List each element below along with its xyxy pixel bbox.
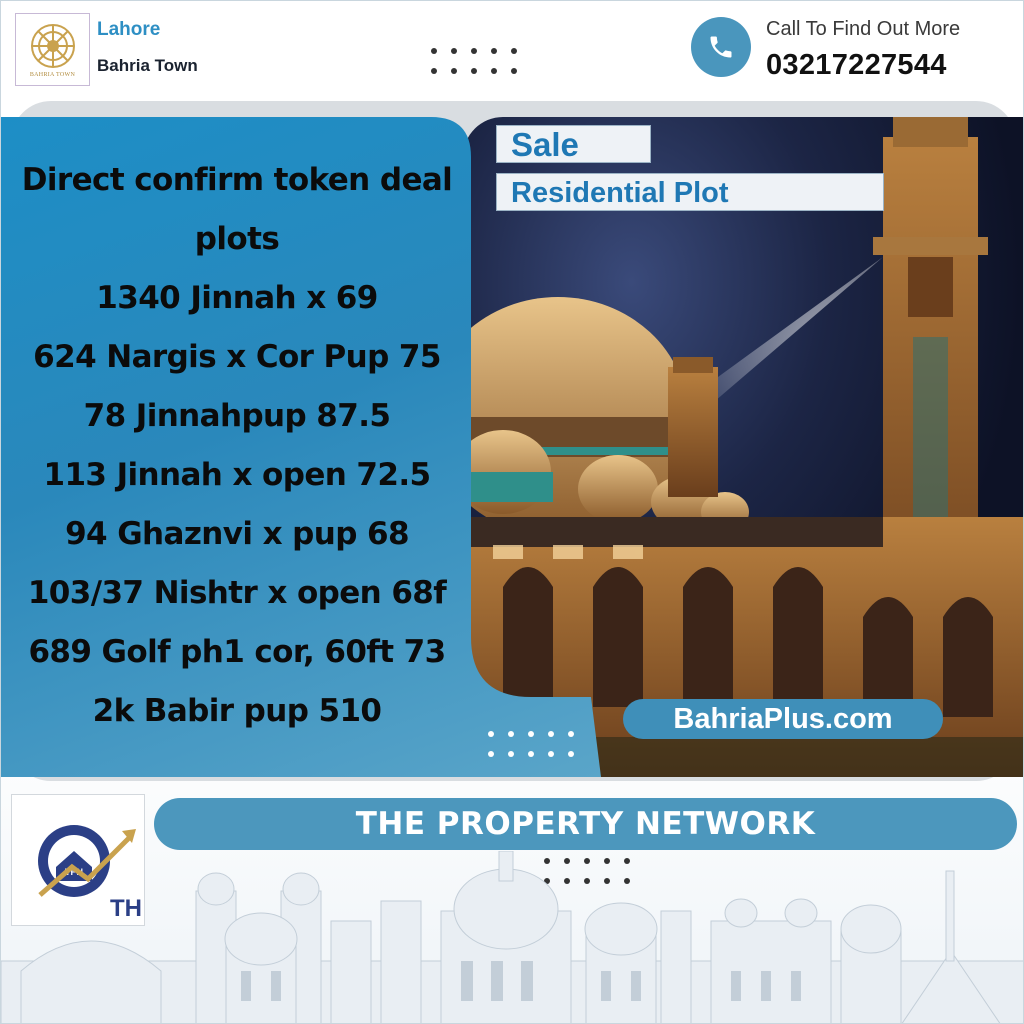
listing-line: 94 Ghaznvi x pup 68 [65,516,409,552]
society-label: Bahria Town [97,56,198,75]
call-label: Call To Find Out More [766,18,961,40]
mosque-photo [463,117,1024,777]
city-skyline-illustration [1,851,1024,1024]
listing-line: 689 Golf ph1 cor, 60ft 73 [28,634,446,670]
network-logo-text: TH [110,895,142,922]
bahria-emblem-icon [29,22,77,70]
property-type-tag: Residential Plot [496,173,884,211]
listing-line: 624 Nargis x Cor Pup 75 [33,339,441,375]
network-banner: THE PROPERTY NETWORK [154,798,1017,850]
listing-line: 113 Jinnah x open 72.5 [43,457,431,493]
listing-line: 78 Jinnahpup 87.5 [83,398,391,434]
phone-icon [707,33,735,61]
listing-line: 1340 Jinnah x 69 [96,280,378,316]
decorative-dots-top [431,48,517,74]
listing-line: Direct confirm token deal [21,162,453,198]
network-logo-mark: TPN [65,867,83,877]
bahria-town-logo [15,13,90,86]
listing-line: plots [194,221,280,257]
website-link[interactable]: BahriaPlus.com [623,699,943,739]
purpose-tag: Sale [496,125,651,163]
city-label: Lahore [97,19,161,40]
listing-details [15,151,459,741]
mosque-illustration [463,117,1024,777]
listing-line: 2k Babir pup 510 [92,693,382,729]
phone-number[interactable]: 03217227544 [766,49,947,81]
logo-wordmark: BAHRIA TOWN [29,71,76,78]
call-button[interactable] [691,17,751,77]
listing-line: 103/37 Nishtr x open 68f [27,575,447,611]
decorative-dots-panel [488,731,574,757]
